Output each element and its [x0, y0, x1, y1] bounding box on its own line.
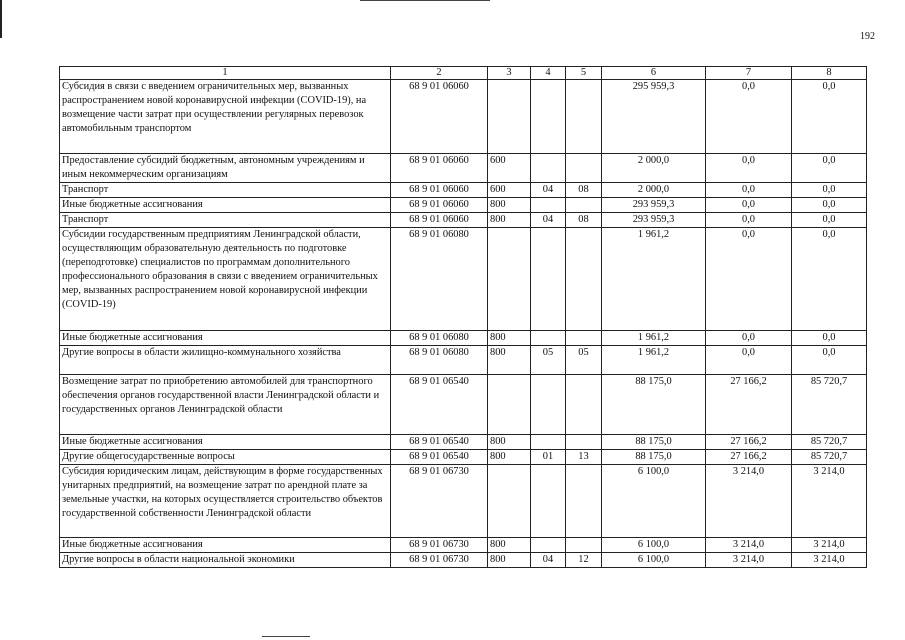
table-row	[60, 465, 867, 538]
amount-col-7: 27 166,2	[706, 435, 792, 450]
amount-col-8: 3 214,0	[792, 553, 867, 568]
expense-type-code	[488, 465, 531, 538]
amount-col-7: 0,0	[706, 198, 792, 213]
amount-col-6: 88 175,0	[602, 375, 706, 435]
target-article-code: 68 9 01 06080	[391, 331, 488, 346]
table-row	[60, 198, 867, 213]
expense-type-code: 800	[488, 538, 531, 553]
target-article-code: 68 9 01 06080	[391, 228, 488, 331]
amount-col-6: 2 000,0	[602, 183, 706, 198]
scan-edge-mark	[360, 0, 490, 1]
amount-col-8: 85 720,7	[792, 375, 867, 435]
budget-table	[59, 66, 867, 568]
amount-col-7: 3 214,0	[706, 553, 792, 568]
target-article-code: 68 9 01 06080	[391, 346, 488, 375]
section-code: 05	[531, 346, 566, 375]
target-article-code: 68 9 01 06060	[391, 213, 488, 228]
section-code	[531, 375, 566, 435]
amount-col-7: 0,0	[706, 228, 792, 331]
amount-col-8: 0,0	[792, 331, 867, 346]
amount-col-8: 3 214,0	[792, 465, 867, 538]
amount-col-6: 293 959,3	[602, 213, 706, 228]
column-header: 8	[792, 67, 867, 80]
section-code	[531, 435, 566, 450]
amount-col-8: 0,0	[792, 346, 867, 375]
amount-col-7: 27 166,2	[706, 450, 792, 465]
table-row	[60, 80, 867, 154]
table-header-row	[60, 67, 867, 80]
row-name: Транспорт	[60, 213, 391, 228]
amount-col-6: 295 959,3	[602, 80, 706, 154]
row-name: Другие общегосударственные вопросы	[60, 450, 391, 465]
page-number: 192	[860, 31, 875, 42]
section-code: 01	[531, 450, 566, 465]
amount-col-6: 1 961,2	[602, 228, 706, 331]
expense-type-code: 800	[488, 435, 531, 450]
section-code: 04	[531, 213, 566, 228]
subsection-code: 08	[566, 213, 602, 228]
section-code	[531, 331, 566, 346]
expense-type-code: 600	[488, 183, 531, 198]
target-article-code: 68 9 01 06730	[391, 553, 488, 568]
table-row	[60, 331, 867, 346]
row-name: Субсидия в связи с введением ограничительных мер, вызванных распространением новой коронавирусной инфекции (COVID-19), на возмещение части затрат при осуществлении регулярных перевозок автомобильным транспортом	[60, 80, 391, 154]
section-code	[531, 80, 566, 154]
section-code	[531, 154, 566, 183]
target-article-code: 68 9 01 06060	[391, 154, 488, 183]
target-article-code: 68 9 01 06540	[391, 435, 488, 450]
amount-col-8: 0,0	[792, 213, 867, 228]
row-name: Другие вопросы в области национальной экономики	[60, 553, 391, 568]
subsection-code	[566, 435, 602, 450]
subsection-code	[566, 375, 602, 435]
target-article-code: 68 9 01 06060	[391, 198, 488, 213]
amount-col-6: 88 175,0	[602, 450, 706, 465]
section-code	[531, 538, 566, 553]
subsection-code: 05	[566, 346, 602, 375]
row-name: Иные бюджетные ассигнования	[60, 331, 391, 346]
amount-col-7: 0,0	[706, 346, 792, 375]
column-header: 7	[706, 67, 792, 80]
expense-type-code: 600	[488, 154, 531, 183]
amount-col-7: 27 166,2	[706, 375, 792, 435]
subsection-code	[566, 331, 602, 346]
amount-col-6: 6 100,0	[602, 553, 706, 568]
subsection-code	[566, 80, 602, 154]
table-row	[60, 154, 867, 183]
amount-col-8: 0,0	[792, 154, 867, 183]
table-row	[60, 213, 867, 228]
amount-col-7: 0,0	[706, 154, 792, 183]
row-name: Предоставление субсидий бюджетным, автономным учреждениям и иным некоммерческим организациям	[60, 154, 391, 183]
target-article-code: 68 9 01 06540	[391, 375, 488, 435]
amount-col-6: 2 000,0	[602, 154, 706, 183]
section-code	[531, 465, 566, 538]
table-row	[60, 228, 867, 331]
column-header: 1	[60, 67, 391, 80]
expense-type-code: 800	[488, 553, 531, 568]
column-header: 3	[488, 67, 531, 80]
amount-col-6: 293 959,3	[602, 198, 706, 213]
amount-col-8: 0,0	[792, 183, 867, 198]
amount-col-7: 0,0	[706, 331, 792, 346]
amount-col-7: 3 214,0	[706, 465, 792, 538]
amount-col-7: 0,0	[706, 80, 792, 154]
subsection-code	[566, 538, 602, 553]
row-name: Субсидия юридическим лицам, действующим в форме государственных унитарных предприятий, на возмещение затрат по арендной плате за земельные участки, на которых осуществляется строительство объектов государственной собственности Ленинградской области	[60, 465, 391, 538]
row-name: Возмещение затрат по приобретению автомобилей для транспортного обеспечения органов государственной власти Ленинградской области и государственных органов Ленинградской области	[60, 375, 391, 435]
amount-col-8: 85 720,7	[792, 450, 867, 465]
table-row	[60, 553, 867, 568]
table-row	[60, 538, 867, 553]
expense-type-code: 800	[488, 198, 531, 213]
subsection-code	[566, 228, 602, 331]
expense-type-code: 800	[488, 213, 531, 228]
expense-type-code: 800	[488, 450, 531, 465]
amount-col-8: 85 720,7	[792, 435, 867, 450]
amount-col-7: 0,0	[706, 213, 792, 228]
target-article-code: 68 9 01 06060	[391, 183, 488, 198]
subsection-code	[566, 465, 602, 538]
target-article-code: 68 9 01 06730	[391, 465, 488, 538]
expense-type-code: 800	[488, 331, 531, 346]
subsection-code	[566, 154, 602, 183]
section-code: 04	[531, 183, 566, 198]
column-header: 5	[566, 67, 602, 80]
target-article-code: 68 9 01 06730	[391, 538, 488, 553]
row-name: Транспорт	[60, 183, 391, 198]
amount-col-6: 88 175,0	[602, 435, 706, 450]
scan-edge-mark	[0, 0, 2, 38]
subsection-code: 13	[566, 450, 602, 465]
subsection-code: 08	[566, 183, 602, 198]
column-header: 4	[531, 67, 566, 80]
subsection-code	[566, 198, 602, 213]
amount-col-8: 0,0	[792, 80, 867, 154]
table-row	[60, 375, 867, 435]
section-code: 04	[531, 553, 566, 568]
row-name: Субсидии государственным предприятиям Ленинградской области, осуществляющим образовательную деятельность по подготовке (переподготовке) специалистов по программам дополнительного профессионального образования в связи с введением ограничительных мер, вызванных распространением новой коронавирусной инфекции (COVID-19)	[60, 228, 391, 331]
scan-edge-mark	[262, 636, 310, 637]
section-code	[531, 228, 566, 331]
amount-col-8: 0,0	[792, 198, 867, 213]
amount-col-8: 3 214,0	[792, 538, 867, 553]
column-header: 2	[391, 67, 488, 80]
table-row	[60, 435, 867, 450]
expense-type-code	[488, 80, 531, 154]
amount-col-6: 6 100,0	[602, 538, 706, 553]
amount-col-6: 6 100,0	[602, 465, 706, 538]
amount-col-6: 1 961,2	[602, 331, 706, 346]
row-name: Иные бюджетные ассигнования	[60, 435, 391, 450]
column-header: 6	[602, 67, 706, 80]
expense-type-code	[488, 228, 531, 331]
row-name: Иные бюджетные ассигнования	[60, 538, 391, 553]
row-name: Иные бюджетные ассигнования	[60, 198, 391, 213]
table-row	[60, 183, 867, 198]
target-article-code: 68 9 01 06060	[391, 80, 488, 154]
amount-col-6: 1 961,2	[602, 346, 706, 375]
row-name: Другие вопросы в области жилищно-коммунального хозяйства	[60, 346, 391, 375]
amount-col-8: 0,0	[792, 228, 867, 331]
target-article-code: 68 9 01 06540	[391, 450, 488, 465]
expense-type-code	[488, 375, 531, 435]
expense-type-code: 800	[488, 346, 531, 375]
amount-col-7: 3 214,0	[706, 538, 792, 553]
table-row	[60, 450, 867, 465]
subsection-code: 12	[566, 553, 602, 568]
table-row	[60, 346, 867, 375]
section-code	[531, 198, 566, 213]
amount-col-7: 0,0	[706, 183, 792, 198]
